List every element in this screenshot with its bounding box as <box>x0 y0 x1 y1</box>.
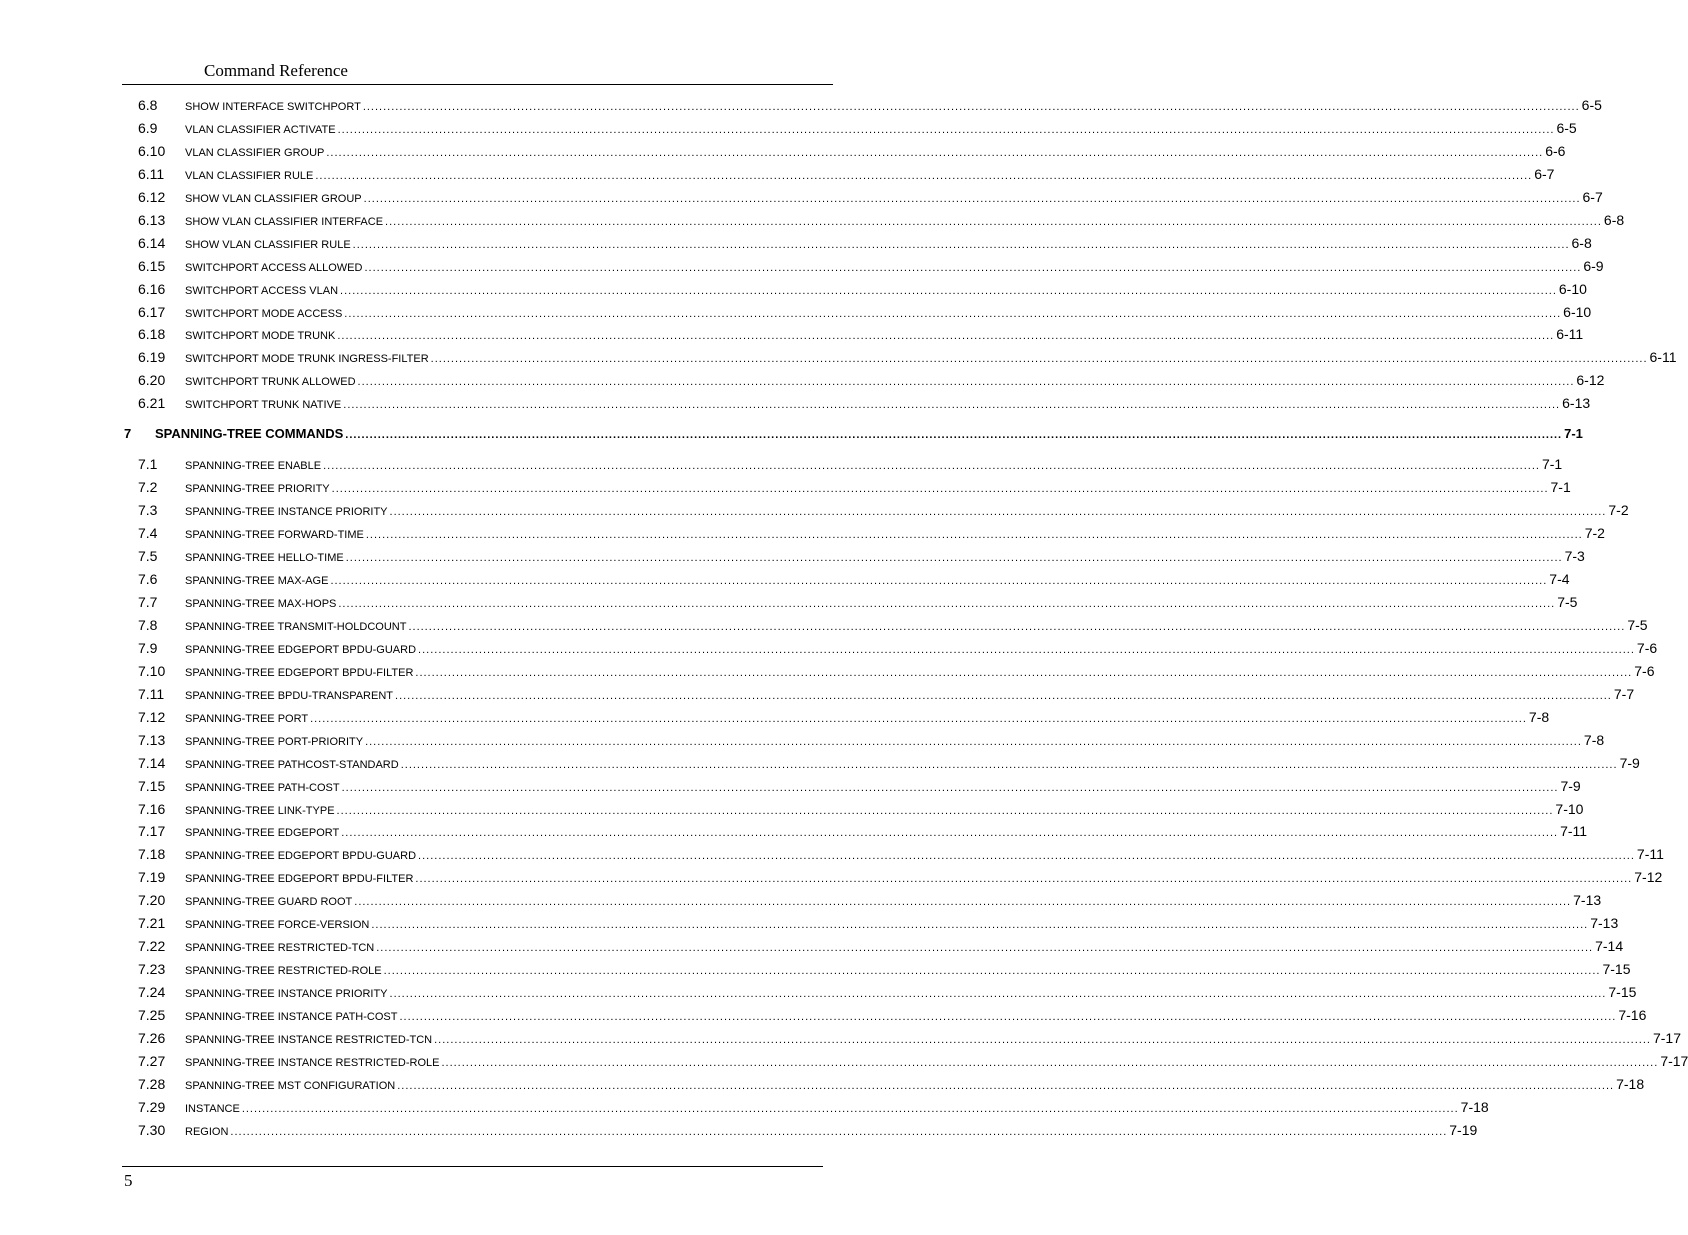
toc-entry-number: 7.11 <box>138 686 165 702</box>
toc-entry-number: 7.24 <box>138 984 166 1000</box>
toc-entry-page: 7-11 <box>1560 823 1588 839</box>
toc-entry-page: 7-16 <box>1618 1007 1647 1023</box>
toc-entry-title: SPANNING-TREE BPDU-TRANSPARENT <box>185 690 394 702</box>
toc-dot-leader: ............................................................................................................................................................................................................................................................................................................ <box>345 429 1563 441</box>
toc-entry-title: SPANNING-TREE PATHCOST-STANDARD <box>185 759 399 771</box>
toc-entry-title: SPANNING-TREE EDGEPORT BPDU-FILTER <box>185 667 414 679</box>
toc-entry-number: 7.19 <box>138 869 166 885</box>
toc-entry-title: SPANNING-TREE INSTANCE PRIORITY <box>185 506 388 518</box>
toc-entry-number: 6.21 <box>138 395 166 411</box>
toc-entry[interactable] <box>138 235 1592 255</box>
toc-entry[interactable] <box>138 349 1677 369</box>
toc-entry[interactable] <box>138 709 1550 729</box>
toc-entry-title: SPANNING-TREE MAX-HOPS <box>185 598 337 610</box>
toc-entry-title: VLAN CLASSIFIER ACTIVATE <box>185 124 336 136</box>
toc-entry-number: 7.29 <box>138 1099 166 1115</box>
toc-dot-leader: ............................................................................................................................................................................................................................................................................................................ <box>337 330 1555 342</box>
toc-entry-page: 6-5 <box>1581 97 1602 113</box>
toc-entry[interactable] <box>138 892 1602 912</box>
toc-entry-number: 6.18 <box>138 326 166 342</box>
toc-entry-title: SPANNING-TREE EDGEPORT BPDU-GUARD <box>185 644 417 656</box>
toc-entry-title: SWITCHPORT ACCESS ALLOWED <box>185 262 363 274</box>
toc-entry-number: 7.16 <box>138 801 166 817</box>
toc-chapter-entry[interactable] <box>124 426 1583 446</box>
toc-dot-leader: ............................................................................................................................................................................................................................................................................................................ <box>376 942 1594 954</box>
toc-entry-page: 6-10 <box>1563 304 1592 320</box>
toc-entry-number: 6.17 <box>138 304 166 320</box>
toc-entry[interactable] <box>138 502 1629 522</box>
toc-entry-number: 7.5 <box>138 548 158 564</box>
toc-entry[interactable] <box>138 755 1640 775</box>
toc-entry-number: 7.18 <box>138 846 166 862</box>
toc-dot-leader: ............................................................................................................................................................................................................................................................................................................ <box>343 399 1561 411</box>
toc-entry-number: 6.19 <box>138 349 166 365</box>
toc-dot-leader: ............................................................................................................................................................................................................................................................................................................ <box>399 1011 1617 1023</box>
toc-entry-page: 6-5 <box>1556 120 1577 136</box>
page-header-title: Command Reference <box>204 61 348 80</box>
toc-entry-title: SPANNING-TREE EDGEPORT BPDU-FILTER <box>185 873 414 885</box>
toc-entry-page: 6-8 <box>1603 212 1625 228</box>
toc-entry-title: SPANNING-TREE TRANSMIT-HOLDCOUNT <box>185 621 407 633</box>
toc-dot-leader: ............................................................................................................................................................................................................................................................................................................ <box>310 713 1527 725</box>
toc-entry-page: 7-1 <box>1550 479 1571 495</box>
toc-entry-page: 6-9 <box>1583 258 1604 274</box>
toc-entry[interactable] <box>138 304 1592 324</box>
toc-entry-page: 6-7 <box>1534 166 1555 182</box>
toc-entry-title: SWITCHPORT MODE ACCESS <box>185 308 343 320</box>
toc-entry-number: 7.4 <box>138 525 158 541</box>
toc-dot-leader: ............................................................................................................................................................................................................................................................................................................ <box>408 621 1626 633</box>
toc-entry[interactable] <box>138 548 1585 568</box>
toc-entry[interactable] <box>138 212 1625 232</box>
toc-dot-leader: ............................................................................................................................................................................................................................................................................................................ <box>397 1080 1615 1092</box>
toc-dot-leader: ............................................................................................................................................................................................................................................................................................................ <box>341 827 1559 839</box>
toc-entry-title: SPANNING-TREE COMMANDS <box>155 426 344 441</box>
toc-dot-leader: ............................................................................................................................................................................................................................................................................................................ <box>363 193 1581 205</box>
toc-dot-leader: ............................................................................................................................................................................................................................................................................................................ <box>354 896 1572 908</box>
toc-entry-number: 6.10 <box>138 143 166 159</box>
toc-entry-title: SHOW VLAN CLASSIFIER RULE <box>185 239 351 251</box>
toc-dot-leader: ............................................................................................................................................................................................................................................................................................................ <box>230 1126 1448 1138</box>
toc-entry-number: 7.23 <box>138 961 166 977</box>
toc-dot-leader: ............................................................................................................................................................................................................................................................................................................ <box>418 850 1635 862</box>
toc-entry[interactable] <box>138 479 1571 499</box>
toc-entry[interactable] <box>138 1053 1688 1073</box>
toc-dot-leader: ............................................................................................................................................................................................................................................................................................................ <box>395 690 1612 702</box>
toc-entry-number: 7.22 <box>138 938 166 954</box>
toc-entry-page: 7-13 <box>1573 892 1602 908</box>
toc-entry-page: 7-6 <box>1636 640 1658 656</box>
toc-entry[interactable] <box>138 1099 1489 1119</box>
toc-entry[interactable] <box>138 1030 1681 1050</box>
toc-entry[interactable] <box>138 525 1605 545</box>
toc-entry-page: 7-3 <box>1564 548 1585 564</box>
toc-dot-leader: ............................................................................................................................................................................................................................................................................................................ <box>326 147 1544 159</box>
toc-entry-title: SPANNING-TREE MST CONFIGURATION <box>185 1080 396 1092</box>
toc-entry-title: SPANNING-TREE PORT-PRIORITY <box>185 736 364 748</box>
toc-entry[interactable] <box>138 801 1584 821</box>
toc-entry-page: 7-14 <box>1595 938 1624 954</box>
toc-entry[interactable] <box>138 1122 1478 1142</box>
toc-dot-leader: ............................................................................................................................................................................................................................................................................................................ <box>364 262 1582 274</box>
toc-entry-number: 6.8 <box>138 97 158 113</box>
toc-entry-page: 6-10 <box>1558 281 1587 297</box>
toc-entry-page: 6-11 <box>1649 349 1677 365</box>
toc-entry-number: 6.15 <box>138 258 166 274</box>
toc-dot-leader: ............................................................................................................................................................................................................................................................................................................ <box>400 759 1618 771</box>
toc-entry-number: 7.17 <box>138 823 166 839</box>
toc-entry-page: 7-8 <box>1583 732 1605 748</box>
toc-entry-page: 7-17 <box>1652 1030 1681 1046</box>
toc-entry-title: SPANNING-TREE MAX-AGE <box>185 575 329 587</box>
toc-dot-leader: ............................................................................................................................................................................................................................................................................................................ <box>371 919 1589 931</box>
toc-entry-number: 7.15 <box>138 778 166 794</box>
toc-entry-title: SPANNING-TREE ENABLE <box>185 460 322 472</box>
toc-entry-page: 6-6 <box>1545 143 1566 159</box>
toc-dot-leader: ............................................................................................................................................................................................................................................................................................................ <box>241 1103 1459 1115</box>
toc-entry-number: 7.1 <box>138 456 158 472</box>
toc-entry-page: 7-5 <box>1627 617 1648 633</box>
toc-entry-title: SPANNING-TREE EDGEPORT BPDU-GUARD <box>185 850 417 862</box>
toc-entry-page: 7-11 <box>1636 846 1664 862</box>
toc-entry-title: SPANNING-TREE FORCE-VERSION <box>185 919 370 931</box>
toc-dot-leader: ............................................................................................................................................................................................................................................................................................................ <box>365 736 1582 748</box>
toc-entry-title: SWITCHPORT ACCESS VLAN <box>185 285 339 297</box>
toc-entry-page: 6-12 <box>1576 372 1605 388</box>
toc-entry-number: 7.10 <box>138 663 166 679</box>
toc-dot-leader: ............................................................................................................................................................................................................................................................................................................ <box>331 483 1549 495</box>
toc-entry-page: 7-9 <box>1619 755 1640 771</box>
toc-entry[interactable] <box>138 732 1605 752</box>
toc-entry-number: 7.21 <box>138 915 166 931</box>
toc-entry-title: VLAN CLASSIFIER GROUP <box>185 147 325 159</box>
toc-dot-leader: ............................................................................................................................................................................................................................................................................................................ <box>340 285 1557 297</box>
toc-dot-leader: ............................................................................................................................................................................................................................................................................................................ <box>441 1057 1659 1069</box>
toc-dot-leader: ............................................................................................................................................................................................................................................................................................................ <box>434 1034 1651 1046</box>
toc-entry-page: 7-9 <box>1560 778 1581 794</box>
toc-entry-page: 7-7 <box>1613 686 1635 702</box>
toc-entry[interactable] <box>138 617 1648 637</box>
toc-entry-title: SPANNING-TREE PATH-COST <box>185 782 340 794</box>
toc-dot-leader: ............................................................................................................................................................................................................................................................................................................ <box>341 782 1559 794</box>
toc-dot-leader: ............................................................................................................................................................................................................................................................................................................ <box>415 873 1633 885</box>
toc-entry-title: SPANNING-TREE INSTANCE PATH-COST <box>185 1011 398 1023</box>
toc-entry-number: 7.8 <box>138 617 158 633</box>
toc-dot-leader: ............................................................................................................................................................................................................................................................................................................ <box>418 644 1635 656</box>
toc-dot-leader: ............................................................................................................................................................................................................................................................................................................ <box>330 575 1548 587</box>
toc-entry-title: SPANNING-TREE PORT <box>185 713 309 725</box>
toc-dot-leader: ............................................................................................................................................................................................................................................................................................................ <box>345 552 1563 564</box>
toc-entry-number: 7.27 <box>138 1053 166 1069</box>
toc-dot-leader: ............................................................................................................................................................................................................................................................................................................ <box>365 529 1583 541</box>
toc-dot-leader: ............................................................................................................................................................................................................................................................................................................ <box>383 965 1601 977</box>
toc-entry-page: 7-13 <box>1590 915 1619 931</box>
toc-dot-leader: ............................................................................................................................................................................................................................................................................................................ <box>357 376 1575 388</box>
toc-entry[interactable] <box>138 1076 1645 1096</box>
toc-entry-title: SPANNING-TREE FORWARD-TIME <box>185 529 364 541</box>
toc-entry-title: SPANNING-TREE GUARD ROOT <box>185 896 353 908</box>
toc-entry-page: 6-13 <box>1562 395 1591 411</box>
toc-entry-title: SWITCHPORT TRUNK NATIVE <box>185 399 342 411</box>
toc-entry-title: SHOW VLAN CLASSIFIER GROUP <box>185 193 362 205</box>
toc-entry[interactable] <box>138 640 1658 660</box>
toc-entry-number: 6.9 <box>138 120 158 136</box>
toc-entry-page: 7-18 <box>1616 1076 1645 1092</box>
toc-entry-page: 7-10 <box>1555 801 1584 817</box>
toc-entry-title: VLAN CLASSIFIER RULE <box>185 170 314 182</box>
toc-entry-title: INSTANCE <box>185 1103 240 1115</box>
toc-entry[interactable] <box>138 663 1655 683</box>
toc-entry-page: 7-4 <box>1549 571 1570 587</box>
toc-entry-title: SPANNING-TREE RESTRICTED-TCN <box>185 942 375 954</box>
toc-entry-page: 6-8 <box>1571 235 1592 251</box>
toc-dot-leader: ............................................................................................................................................................................................................................................................................................................ <box>336 805 1554 817</box>
toc-entry[interactable] <box>138 326 1584 346</box>
toc-entry-number: 7.9 <box>138 640 158 656</box>
toc-entry-title: SPANNING-TREE EDGEPORT <box>185 827 340 839</box>
page-number: 5 <box>124 1171 133 1190</box>
toc-entry-page: 6-7 <box>1582 189 1603 205</box>
toc-entry[interactable] <box>138 823 1588 843</box>
toc-entry[interactable] <box>138 961 1631 981</box>
toc-entry[interactable] <box>138 594 1578 614</box>
toc-dot-leader: ............................................................................................................................................................................................................................................................................................................ <box>362 101 1580 113</box>
toc-entry[interactable] <box>138 846 1664 866</box>
toc-entry[interactable] <box>138 166 1555 186</box>
toc-entry-number: 7 <box>124 426 132 441</box>
header-rule <box>122 84 833 85</box>
toc-entry-number: 6.20 <box>138 372 166 388</box>
toc-entry[interactable] <box>138 143 1566 163</box>
toc-entry[interactable] <box>138 395 1591 415</box>
toc-entry-page: 7-5 <box>1557 594 1578 610</box>
toc-entry[interactable] <box>138 778 1581 798</box>
toc-dot-leader: ............................................................................................................................................................................................................................................................................................................ <box>338 598 1556 610</box>
toc-entry-page: 7-12 <box>1634 869 1663 885</box>
toc-entry-number: 7.12 <box>138 709 166 725</box>
toc-entry-title: SPANNING-TREE HELLO-TIME <box>185 552 344 564</box>
toc-entry-number: 7.28 <box>138 1076 166 1092</box>
toc-entry[interactable] <box>138 869 1663 889</box>
toc-entry-page: 7-17 <box>1660 1053 1688 1069</box>
toc-entry-title: SHOW VLAN CLASSIFIER INTERFACE <box>185 216 384 228</box>
toc-entry-number: 6.14 <box>138 235 166 251</box>
toc-entry-number: 7.30 <box>138 1122 166 1138</box>
toc-dot-leader: ............................................................................................................................................................................................................................................................................................................ <box>323 460 1540 472</box>
toc-entry[interactable] <box>138 984 1637 1004</box>
toc-entry-number: 7.7 <box>138 594 158 610</box>
toc-entry[interactable] <box>138 281 1587 301</box>
toc-dot-leader: ............................................................................................................................................................................................................................................................................................................ <box>415 667 1633 679</box>
toc-entry-title: SWITCHPORT MODE TRUNK <box>185 330 336 342</box>
toc-dot-leader: ............................................................................................................................................................................................................................................................................................................ <box>337 124 1555 136</box>
toc-entry-title: SPANNING-TREE LINK-TYPE <box>185 805 335 817</box>
toc-entry[interactable] <box>138 456 1563 476</box>
toc-entry-page: 7-18 <box>1460 1099 1489 1115</box>
toc-entry[interactable] <box>138 120 1577 140</box>
toc-entry-page: 7-1 <box>1564 426 1583 441</box>
toc-entry-page: 7-8 <box>1528 709 1550 725</box>
toc-entry-title: SWITCHPORT TRUNK ALLOWED <box>185 376 356 388</box>
toc-entry-number: 6.16 <box>138 281 166 297</box>
toc-entry-title: SHOW INTERFACE SWITCHPORT <box>185 101 361 113</box>
toc-entry[interactable] <box>138 686 1635 706</box>
toc-dot-leader: ............................................................................................................................................................................................................................................................................................................ <box>389 988 1607 1000</box>
toc-entry[interactable] <box>138 1007 1647 1027</box>
toc-entry-number: 7.14 <box>138 755 166 771</box>
footer-rule <box>122 1166 823 1167</box>
toc-entry-number: 6.11 <box>138 166 165 182</box>
toc-entry[interactable] <box>138 372 1605 392</box>
toc-entry-page: 7-15 <box>1608 984 1637 1000</box>
toc-dot-leader: ............................................................................................................................................................................................................................................................................................................ <box>344 308 1562 320</box>
toc-dot-leader: ............................................................................................................................................................................................................................................................................................................ <box>430 353 1648 365</box>
toc-entry-page: 7-2 <box>1584 525 1605 541</box>
toc-entry-number: 7.13 <box>138 732 166 748</box>
toc-entry-title: REGION <box>185 1126 229 1138</box>
toc-entry[interactable] <box>138 258 1604 278</box>
toc-entry[interactable] <box>138 189 1603 209</box>
toc-entry-page: 7-19 <box>1449 1122 1478 1138</box>
toc-entry-number: 7.2 <box>138 479 158 495</box>
toc-entry[interactable] <box>138 938 1624 958</box>
toc-entry-number: 7.20 <box>138 892 166 908</box>
toc-entry-title: SPANNING-TREE RESTRICTED-ROLE <box>185 965 382 977</box>
toc-entry-page: 7-2 <box>1608 502 1629 518</box>
toc-entry-title: SPANNING-TREE INSTANCE RESTRICTED-TCN <box>185 1034 433 1046</box>
toc-entry[interactable] <box>138 97 1602 117</box>
toc-dot-leader: ............................................................................................................................................................................................................................................................................................................ <box>315 170 1533 182</box>
toc-entry-title: SPANNING-TREE PRIORITY <box>185 483 330 495</box>
toc-dot-leader: ............................................................................................................................................................................................................................................................................................................ <box>352 239 1570 251</box>
toc-entry-number: 7.25 <box>138 1007 166 1023</box>
toc-dot-leader: ............................................................................................................................................................................................................................................................................................................ <box>385 216 1602 228</box>
toc-entry-page: 7-15 <box>1602 961 1631 977</box>
toc-entry-title: SWITCHPORT MODE TRUNK INGRESS-FILTER <box>185 353 429 365</box>
toc-entry-number: 7.26 <box>138 1030 166 1046</box>
toc-entry-page: 7-6 <box>1634 663 1655 679</box>
toc-dot-leader: ............................................................................................................................................................................................................................................................................................................ <box>389 506 1607 518</box>
toc-entry-page: 7-1 <box>1541 456 1563 472</box>
toc-entry-number: 6.12 <box>138 189 166 205</box>
toc-entry-number: 7.3 <box>138 502 158 518</box>
toc-entry-number: 7.6 <box>138 571 158 587</box>
toc-entry-number: 6.13 <box>138 212 166 228</box>
toc-entry-page: 6-11 <box>1556 326 1584 342</box>
toc-entry[interactable] <box>138 571 1570 591</box>
toc-entry-title: SPANNING-TREE INSTANCE PRIORITY <box>185 988 388 1000</box>
toc-entry[interactable] <box>138 915 1619 935</box>
toc-entry-title: SPANNING-TREE INSTANCE RESTRICTED-ROLE <box>185 1057 440 1069</box>
